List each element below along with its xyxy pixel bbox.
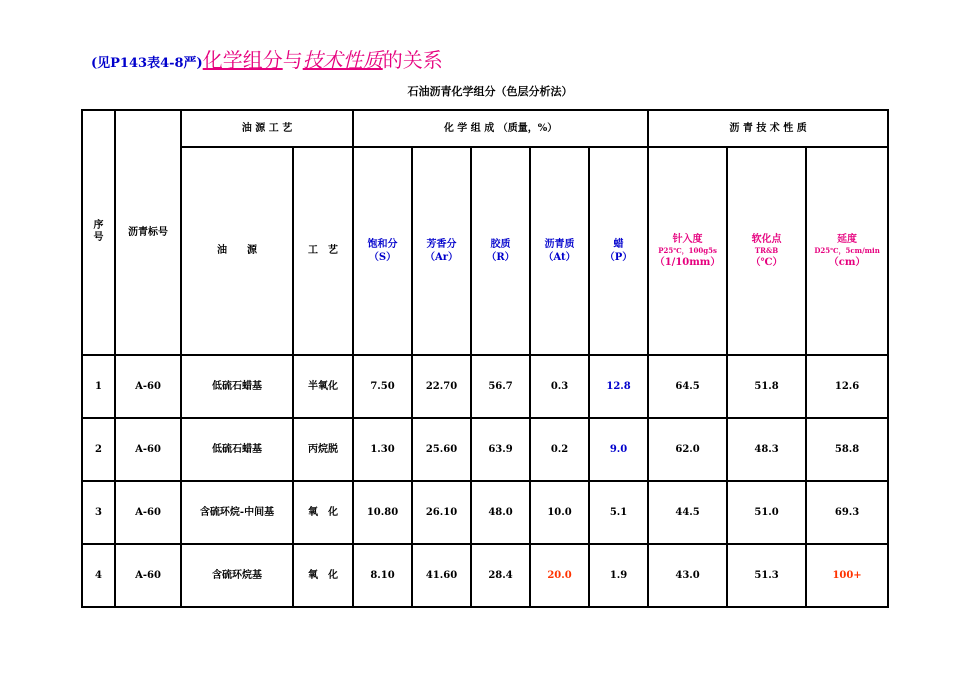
row3-code: A-60: [115, 481, 181, 544]
row1-penetration: 64.5: [648, 355, 727, 418]
header-saturates: 饱和分 （S）: [353, 147, 412, 355]
row2-ductility: 58.8: [806, 418, 888, 481]
row2-seq: 2: [82, 418, 115, 481]
row4-ductility: 100+: [806, 544, 888, 607]
row3-aromatics: 26.10: [412, 481, 471, 544]
header-process: 工 艺: [293, 147, 353, 355]
heading-title-part3: 技术性质: [302, 48, 383, 72]
row2-code: A-60: [115, 418, 181, 481]
row3-softening: 51.0: [727, 481, 806, 544]
row4-process: 氧 化: [293, 544, 353, 607]
header-softening: 软化点 TR&B （℃）: [727, 147, 806, 355]
row3-penetration: 44.5: [648, 481, 727, 544]
header-ductility: 延度 D25℃，5cm/min （cm）: [806, 147, 888, 355]
row1-process: 半氧化: [293, 355, 353, 418]
row1-resins: 56.7: [471, 355, 530, 418]
row3-saturates: 10.80: [353, 481, 412, 544]
header-seq: 序号: [82, 110, 115, 355]
table-row: [82, 418, 888, 481]
header-aromatics: 芳香分 （Ar）: [412, 147, 471, 355]
heading-reference: (见P143表4-8严): [91, 56, 203, 71]
heading-title-part1: 化学组分: [202, 48, 283, 72]
row4-saturates: 8.10: [353, 544, 412, 607]
row4-code: A-60: [115, 544, 181, 607]
row4-penetration: 43.0: [648, 544, 727, 607]
header-source: 油 源: [181, 147, 293, 355]
row3-wax: 5.1: [589, 481, 648, 544]
row1-asphaltenes: 0.3: [530, 355, 589, 418]
header-resins: 胶质 （R）: [471, 147, 530, 355]
row2-penetration: 62.0: [648, 418, 727, 481]
page-heading: [91, 44, 443, 73]
row2-source: 低硫石蜡基: [181, 418, 293, 481]
composition-table: [81, 109, 889, 608]
row2-asphaltenes: 0.2: [530, 418, 589, 481]
header-wax: 蜡 （P）: [589, 147, 648, 355]
heading-title-part4: 的关系: [382, 48, 443, 72]
row4-wax: 1.9: [589, 544, 648, 607]
row4-softening: 51.3: [727, 544, 806, 607]
row3-resins: 48.0: [471, 481, 530, 544]
row1-aromatics: 22.70: [412, 355, 471, 418]
row3-process: 氧 化: [293, 481, 353, 544]
row3-seq: 3: [82, 481, 115, 544]
row1-saturates: 7.50: [353, 355, 412, 418]
row1-wax: 12.8: [589, 355, 648, 418]
row3-source: 含硫环烷-中间基: [181, 481, 293, 544]
row2-aromatics: 25.60: [412, 418, 471, 481]
table-row: [82, 481, 888, 544]
row1-seq: 1: [82, 355, 115, 418]
header-asphaltenes: 沥青质 （At）: [530, 147, 589, 355]
table-row: [82, 355, 888, 418]
row4-aromatics: 41.60: [412, 544, 471, 607]
row1-source: 低硫石蜡基: [181, 355, 293, 418]
row1-softening: 51.8: [727, 355, 806, 418]
heading-title-part2: 与: [282, 48, 303, 72]
header-group-process: 油 源 工 艺: [181, 110, 353, 147]
row3-ductility: 69.3: [806, 481, 888, 544]
row2-saturates: 1.30: [353, 418, 412, 481]
header-group-chem: 化 学 组 成 （质量，%）: [353, 110, 648, 147]
row2-softening: 48.3: [727, 418, 806, 481]
row4-resins: 28.4: [471, 544, 530, 607]
row3-asphaltenes: 10.0: [530, 481, 589, 544]
row4-asphaltenes: 20.0: [530, 544, 589, 607]
heading-title: [203, 48, 443, 72]
row2-process: 丙烷脱: [293, 418, 353, 481]
row1-ductility: 12.6: [806, 355, 888, 418]
table-caption: 石油沥青化学组分（色层分析法）: [407, 85, 573, 98]
header-group-tech: 沥 青 技 术 性 质: [648, 110, 888, 147]
header-penetration: 针入度 P25℃，100g5s （1/10mm）: [648, 147, 727, 355]
row2-wax: 9.0: [589, 418, 648, 481]
row4-source: 含硫环烷基: [181, 544, 293, 607]
header-code: 沥青标号: [115, 110, 181, 355]
row4-seq: 4: [82, 544, 115, 607]
row1-code: A-60: [115, 355, 181, 418]
row2-resins: 63.9: [471, 418, 530, 481]
table-row: [82, 544, 888, 607]
